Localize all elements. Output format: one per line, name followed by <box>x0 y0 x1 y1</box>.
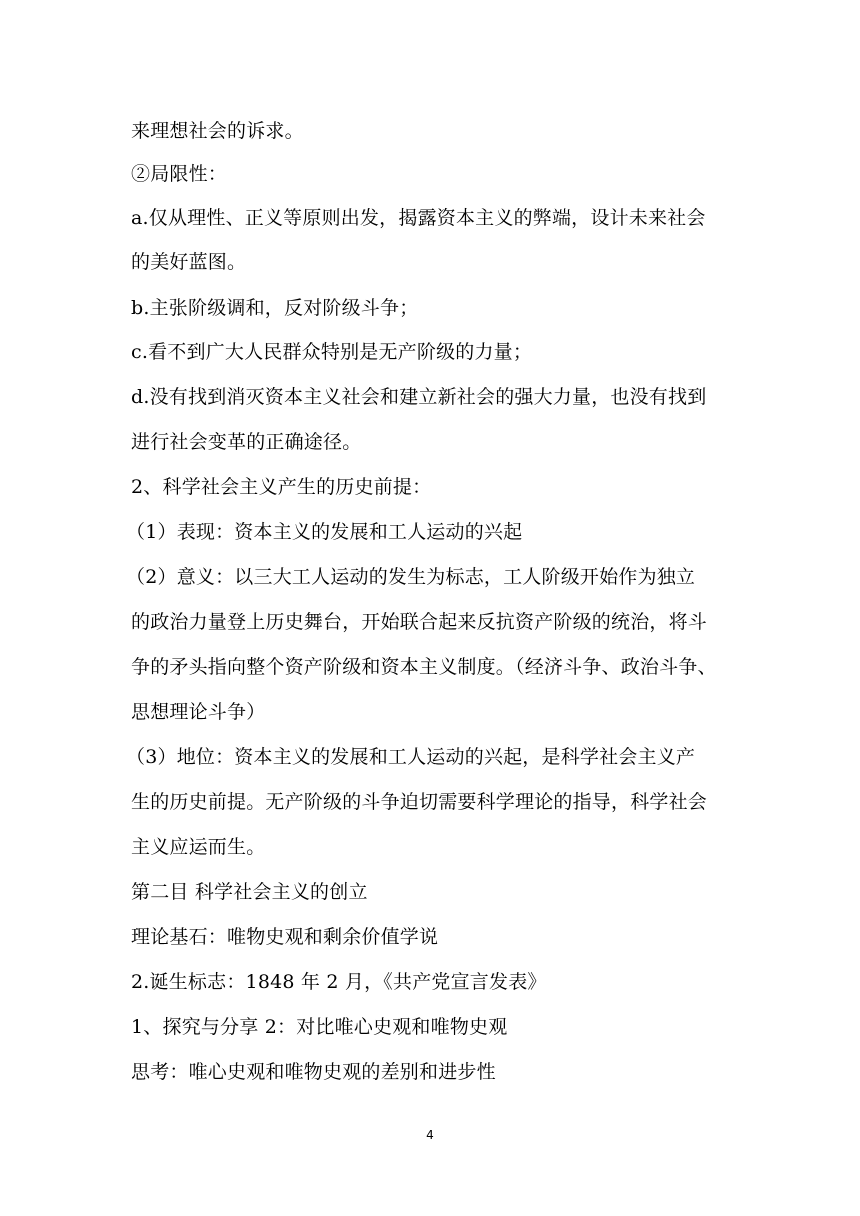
text-line: 第二目 科学社会主义的创立 <box>131 881 368 903</box>
text-line: d.没有找到消灭资本主义社会和建立新社会的强大力量，也没有找到 <box>131 386 707 408</box>
text-line: （1）表现：资本主义的发展和工人运动的兴起 <box>126 521 523 543</box>
text-line: 思想理论斗争） <box>131 701 266 723</box>
text-line: 的政治力量登上历史舞台，开始联合起来反抗资产阶级的统治，将斗 <box>131 611 708 633</box>
text-line: （3）地位：资本主义的发展和工人运动的兴起，是科学社会主义产 <box>126 746 696 768</box>
text-line: 思考：唯心史观和唯物史观的差别和进步性 <box>131 1061 496 1083</box>
text-line: ②局限性： <box>131 163 228 185</box>
text-line: b.主张阶级调和，反对阶级斗争； <box>131 297 419 319</box>
text-line: 生的历史前提。无产阶级的斗争迫切需要科学理论的指导，科学社会 <box>131 791 708 813</box>
text-line: 的美好蓝图。 <box>131 251 247 273</box>
text-line: 争的矛头指向整个资产阶级和资本主义制度。（经济斗争、政治斗争、 <box>131 656 717 678</box>
text-line: 来理想社会的诉求。 <box>131 120 304 142</box>
page-number: 4 <box>426 1128 434 1142</box>
text-line: c.看不到广大人民群众特别是无产阶级的力量； <box>131 341 533 363</box>
text-line: 理论基石：唯物史观和剩余价值学说 <box>131 926 439 948</box>
text-line: 主义应运而生。 <box>131 836 266 858</box>
text-line: 2、科学社会主义产生的历史前提： <box>131 476 432 498</box>
text-line: （2）意义：以三大工人运动的发生为标志，工人阶级开始作为独立 <box>126 566 696 588</box>
text-line: 2.诞生标志：1848 年 2 月，《共产党宣言发表》 <box>131 971 547 993</box>
text-line: 进行社会变革的正确途径。 <box>131 431 362 453</box>
text-line: a.仅从理性、正义等原则出发，揭露资本主义的弊端，设计未来社会 <box>131 207 706 229</box>
text-line: 1、探究与分享 2：对比唯心史观和唯物史观 <box>131 1016 508 1038</box>
